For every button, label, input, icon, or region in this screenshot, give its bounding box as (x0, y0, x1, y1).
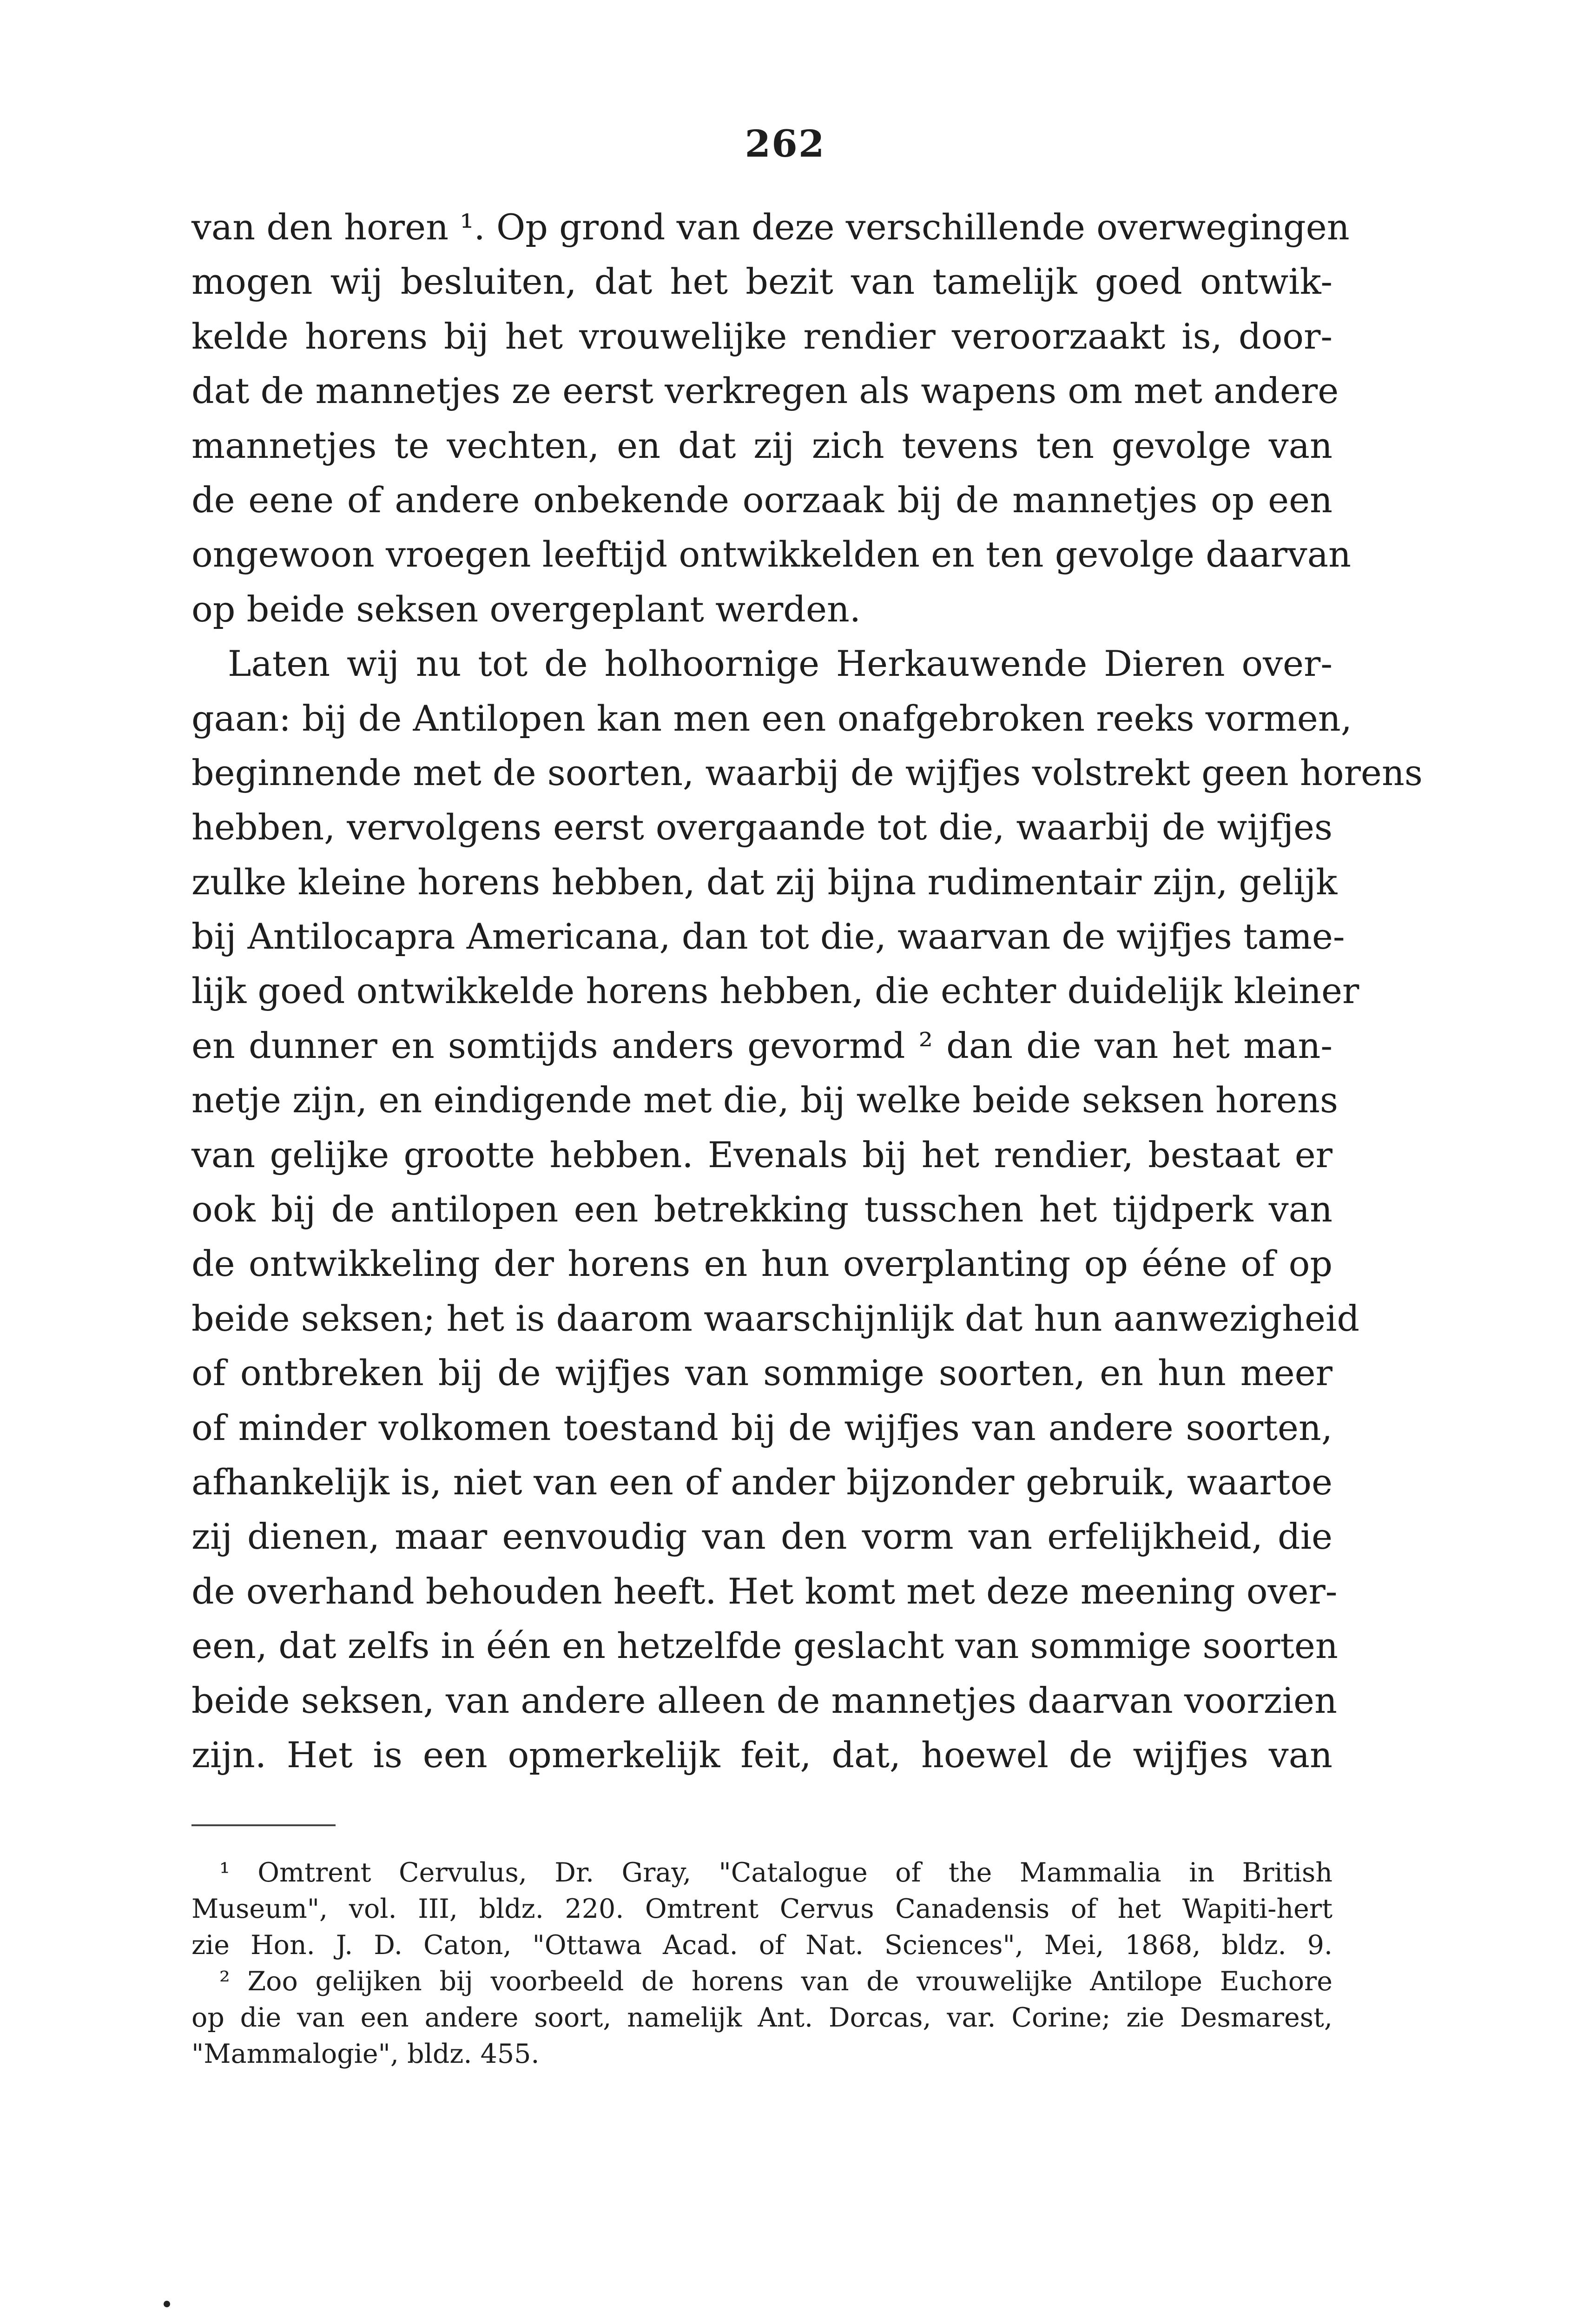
footnote-line: zie Hon. J. D. Caton, "Ottawa Acad. of Nat. Sciences", Mei, 1868, bldz. 9. (191, 1930, 1333, 1961)
text-line: een, dat zelfs in één en hetzelfde geslacht van sommige soorten (191, 1625, 1338, 1667)
text-line: bij Antilocapra Americana, dan tot die, waarvan de wijfjes tame- (191, 916, 1345, 957)
text-line: de overhand behouden heeft. Het komt met deze meening over- (191, 1570, 1338, 1612)
text-line-paragraph-end: op beide seksen overgeplant werden. (191, 588, 861, 630)
footnote-line: "Mammalogie", bldz. 455. (191, 2039, 540, 2069)
text-line: ook bij de antilopen een betrekking tusschen het tijdperk van (191, 1188, 1333, 1230)
footnote-line-1-start: ¹ Omtrent Cervulus, Dr. Gray, "Catalogue of the Mammalia in British (219, 1857, 1333, 1888)
text-line: de ontwikkeling der horens en hun overplanting op ééne of op (191, 1243, 1333, 1285)
text-line: kelde horens bij het vrouwelijke rendier veroorzaakt is, door- (191, 315, 1333, 357)
text-line: gaan: bij de Antilopen kan men een onafgebroken reeks vormen, (191, 697, 1352, 739)
text-line-paragraph-start: Laten wij nu tot de holhoornige Herkauwende Dieren over- (228, 643, 1333, 685)
page-number: 262 (745, 122, 825, 165)
text-line: mannetjes te vechten, en dat zij zich tevens ten gevolge van (191, 424, 1333, 466)
body-text (191, 200, 1423, 1782)
footnote-divider (191, 1824, 336, 1826)
text-line: en dunner en somtijds anders gevormd ² dan die van het man- (191, 1024, 1333, 1066)
text-line: zulke kleine horens hebben, dat zij bijna rudimentair zijn, gelijk (191, 861, 1338, 903)
text-line: dat de mannetjes ze eerst verkregen als wapens om met andere (191, 370, 1339, 412)
text-line: beginnende met de soorten, waarbij de wijfjes volstrekt geen horens (191, 752, 1423, 793)
text-line: hebben, vervolgens eerst overgaande tot die, waarbij de wijfjes (191, 806, 1333, 848)
text-line: zij dienen, maar eenvoudig van den vorm van erfelijkheid, die (191, 1516, 1333, 1558)
text-line: beide seksen; het is daarom waarschijnlijk dat hun aanwezigheid (191, 1297, 1359, 1339)
text-line: van gelijke grootte hebben. Evenals bij het rendier, bestaat er (191, 1134, 1333, 1175)
text-line: afhankelijk is, niet van een of ander bijzonder gebruik, waartoe (191, 1461, 1333, 1503)
text-line: beide seksen, van andere alleen de mannetjes daarvan voorzien (191, 1679, 1337, 1721)
text-line: of ontbreken bij de wijfjes van sommige soorten, en hun meer (191, 1352, 1333, 1394)
footnote-line-2-start: ² Zoo gelijken bij voorbeeld de horens van de vrouwelijke Antilope Euchore (219, 1966, 1333, 1997)
text-line: de eene of andere onbekende oorzaak bij de mannetjes op een (191, 479, 1333, 521)
text-line: mogen wij besluiten, dat het bezit van tamelijk goed ontwik- (191, 261, 1333, 303)
footnote-line: Museum", vol. III, bldz. 220. Omtrent Cervus Canadensis of het Wapiti-hert (191, 1894, 1333, 1924)
footnote-line: op die van een andere soort, namelijk Ant. Dorcas, var. Corine; zie Desmarest, (191, 2002, 1333, 2033)
ink-speck (164, 2301, 170, 2307)
text-line: van den horen ¹. Op grond van deze verschillende overwegingen (191, 206, 1350, 248)
text-line: ongewoon vroegen leeftijd ontwikkelden en ten gevolge daarvan (191, 534, 1351, 575)
footnotes (191, 1855, 1333, 2072)
text-line: of minder volkomen toestand bij de wijfjes van andere soorten, (191, 1406, 1333, 1448)
text-line: lijk goed ontwikkelde horens hebben, die echter duidelijk kleiner (191, 970, 1359, 1012)
text-line: netje zijn, en eindigende met die, bij welke beide seksen horens (191, 1079, 1338, 1121)
text-line: zijn. Het is een opmerkelijk feit, dat, hoewel de wijfjes van (191, 1734, 1333, 1776)
